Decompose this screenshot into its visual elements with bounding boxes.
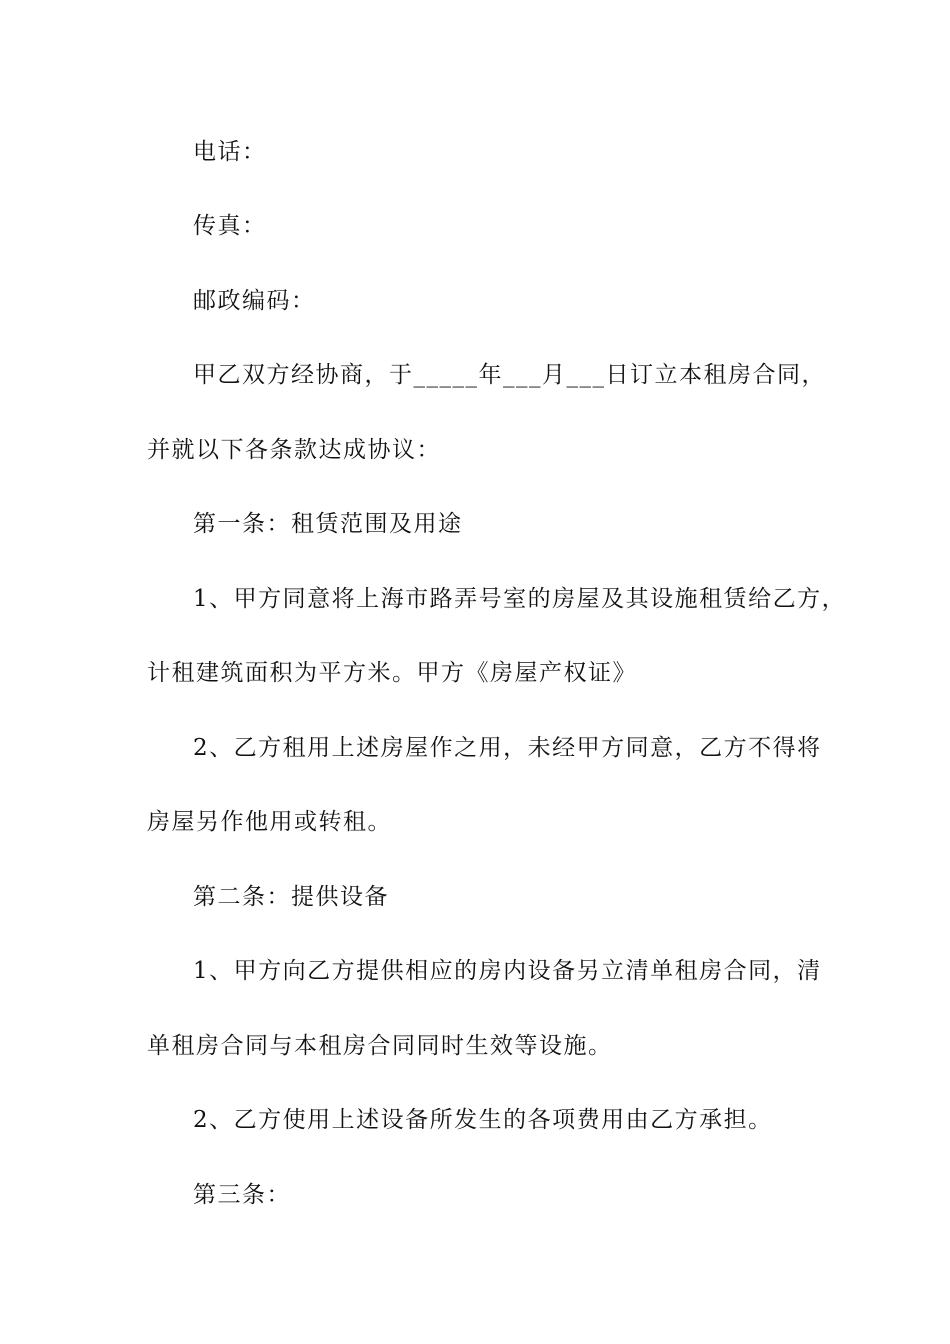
article-1-heading: 第一条：租赁范围及用途	[193, 511, 463, 537]
postal-code-label: 邮政编码：	[193, 288, 316, 314]
article-1-clause-1-line-1: 1、甲方同意将上海市路弄号室的房屋及其设施租赁给乙方，	[193, 586, 847, 612]
article-1-clause-1-line-2: 计租建筑面积为平方米。甲方《房屋产权证》	[147, 660, 637, 686]
article-2-clause-2: 2、乙方使用上述设备所发生的各项费用由乙方承担。	[193, 1107, 773, 1133]
article-2-clause-1-line-1: 1、甲方向乙方提供相应的房内设备另立清单租房合同，清	[193, 958, 822, 984]
article-2-clause-1-line-2: 单租房合同与本租房合同同时生效等设施。	[147, 1033, 613, 1059]
article-3-heading: 第三条：	[193, 1182, 291, 1208]
article-1-clause-2-line-1: 2、乙方租用上述房屋作之用，未经甲方同意，乙方不得将	[193, 735, 822, 761]
article-2-heading: 第二条：提供设备	[193, 884, 389, 910]
phone-label: 电话：	[193, 139, 267, 165]
agreement-intro-line-2: 并就以下各条款达成协议：	[147, 437, 441, 463]
fax-label: 传真：	[193, 213, 267, 239]
agreement-intro-line-1: 甲乙双方经协商，于_____年___月___日订立本租房合同，	[193, 362, 826, 388]
article-1-clause-2-line-2: 房屋另作他用或转租。	[147, 809, 392, 835]
